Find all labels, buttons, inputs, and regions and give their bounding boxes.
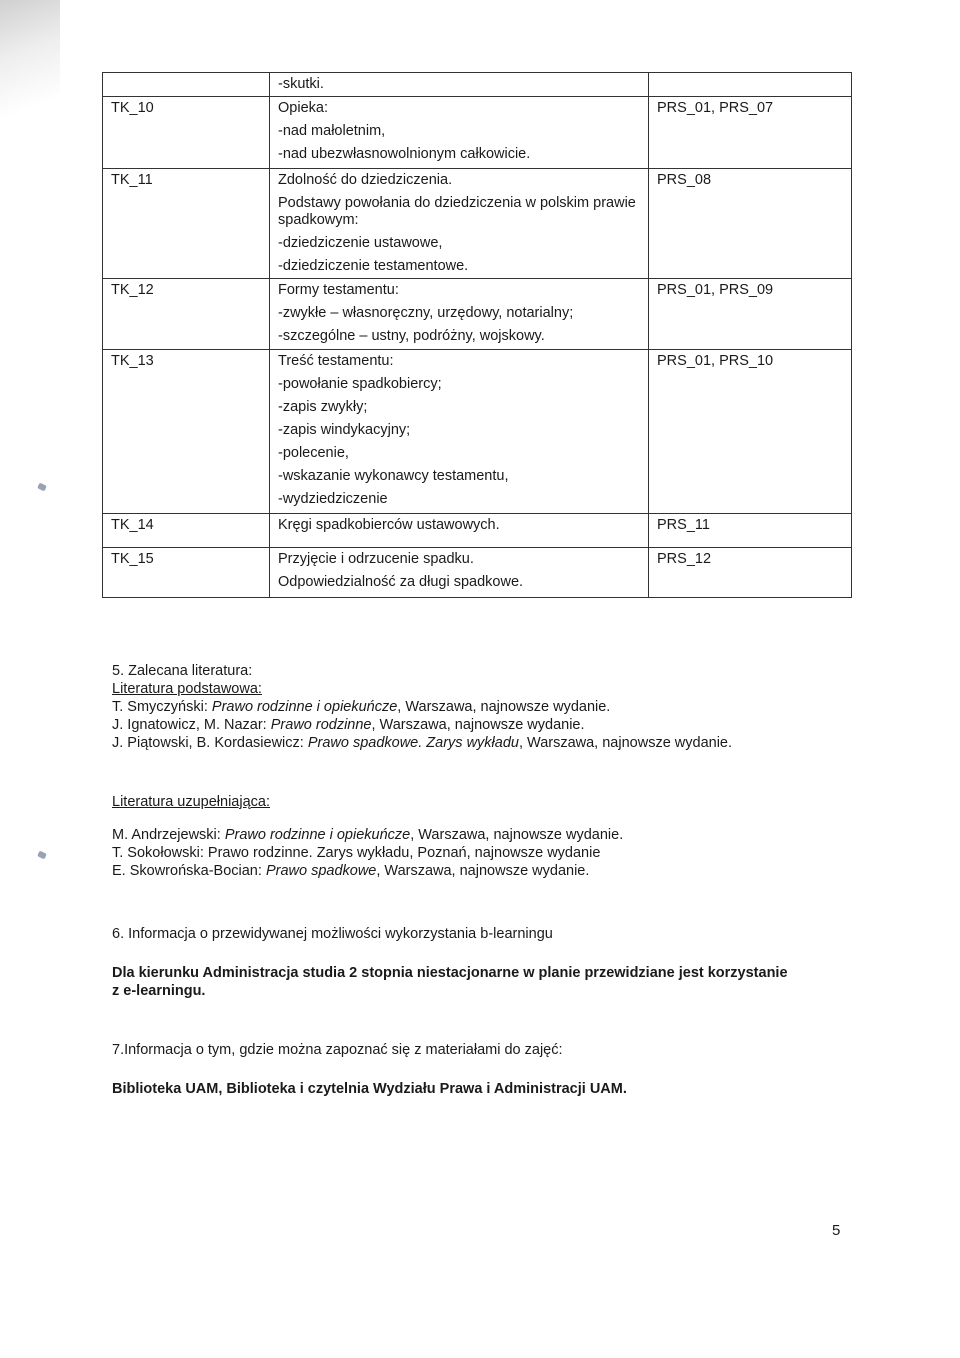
- entry-title: Prawo rodzinne i opiekuńcze: [211, 699, 398, 715]
- content-line: Opieka:: [278, 100, 328, 116]
- code-text: TK_15: [111, 551, 154, 567]
- table-row: [103, 350, 852, 514]
- content-line: -zapis zwykły;: [278, 399, 368, 415]
- code-text: TK_14: [111, 517, 154, 533]
- outcome-code: [103, 169, 270, 279]
- materials-text: Biblioteka UAM, Biblioteka i czytelnia Wydziału Prawa i Administracji UAM.: [112, 1081, 627, 1097]
- entry-rest: , Warszawa, najnowsze wydanie.: [397, 699, 611, 715]
- refs-text: PRS_12: [657, 551, 712, 567]
- outcome-code: [103, 514, 270, 548]
- code-text: TK_10: [111, 100, 154, 116]
- scan-mark: [37, 851, 47, 860]
- entry-author: T. Sokołowski: Prawo rodzinne. Zarys wykładu, Poznań, najnowsze wydanie: [112, 845, 601, 861]
- outcome-refs: [649, 279, 852, 350]
- table-row: [103, 73, 852, 97]
- scan-shadow: [0, 0, 60, 150]
- entry-rest: , Warszawa, najnowsze wydanie.: [376, 863, 590, 879]
- blearning-text: Dla kierunku Administracja studia 2 stopnia niestacjonarne w planie przewidziane jest korzystanie z e-learningu.: [112, 965, 788, 999]
- outcome-refs: [649, 169, 852, 279]
- outcome-code: [103, 548, 270, 598]
- entry-title: Prawo spadkowe. Zarys wykładu: [307, 735, 519, 751]
- table-row: [103, 548, 852, 598]
- content-line: -powołanie spadkobiercy;: [278, 376, 442, 392]
- outcome-code: [103, 97, 270, 169]
- entry-author: T. Smyczyński:: [112, 699, 212, 715]
- content-line: -wydziedziczenie: [278, 491, 388, 507]
- table-row: [103, 169, 852, 279]
- content-line: Podstawy powołania do dziedziczenia w polskim prawie spadkowym:: [278, 195, 636, 228]
- learning-outcomes-table: [102, 72, 852, 598]
- literature-entry: [112, 698, 732, 716]
- entry-title: Prawo spadkowe: [265, 863, 377, 879]
- literature-entry: [112, 862, 623, 880]
- entry-author: J. Ignatowicz, M. Nazar:: [112, 717, 271, 733]
- refs-text: PRS_01, PRS_07: [657, 100, 774, 116]
- outcome-refs: [649, 548, 852, 598]
- content-line: -polecenie,: [278, 445, 349, 461]
- content-line: Przyjęcie i odrzucenie spadku.: [278, 551, 474, 567]
- entry-author: J. Piątowski, B. Kordasiewicz:: [112, 735, 308, 751]
- table-row: [103, 279, 852, 350]
- content-line: -skutki.: [278, 76, 324, 92]
- code-text: TK_12: [111, 282, 154, 298]
- literature-section: [112, 662, 732, 752]
- materials-heading: 7.Informacja o tym, gdzie można zapoznać się z materiałami do zajęć:: [112, 1042, 563, 1058]
- refs-text: PRS_08: [657, 172, 712, 188]
- outcome-code: [103, 73, 270, 97]
- outcome-code: [103, 350, 270, 514]
- outcome-content: [270, 548, 649, 598]
- outcome-content: [270, 73, 649, 97]
- content-line: -nad ubezwłasnowolnionym całkowicie.: [278, 146, 531, 162]
- content-line: Treść testamentu:: [278, 353, 394, 369]
- content-line: -dziedziczenie ustawowe,: [278, 235, 443, 251]
- entry-title: Prawo rodzinne i opiekuńcze: [224, 827, 411, 843]
- supplementary-literature-label: Literatura uzupełniająca:: [112, 794, 270, 810]
- content-line: -zapis windykacyjny;: [278, 422, 411, 438]
- blearning-heading: 6. Informacja o przewidywanej możliwości wykorzystania b-learningu: [112, 926, 553, 942]
- outcome-content: [270, 97, 649, 169]
- outcome-content: [270, 350, 649, 514]
- outcome-content: [270, 169, 649, 279]
- entry-rest: , Warszawa, najnowsze wydanie.: [518, 735, 733, 751]
- outcome-refs: [649, 97, 852, 169]
- outcome-refs: [649, 350, 852, 514]
- code-text: TK_13: [111, 353, 154, 369]
- entry-author: E. Skowrońska-Bocian:: [112, 863, 266, 879]
- content-line: Formy testamentu:: [278, 282, 399, 298]
- code-text: TK_11: [111, 172, 153, 188]
- literature-entry: [112, 826, 623, 844]
- scan-mark: [37, 483, 47, 492]
- supplementary-literature-section: [112, 793, 623, 880]
- outcome-code: [103, 279, 270, 350]
- content-line: -zwykłe – własnoręczny, urzędowy, notarialny;: [278, 305, 574, 321]
- outcome-refs: [649, 73, 852, 97]
- literature-entry: [112, 844, 623, 862]
- content-line: -szczególne – ustny, podróżny, wojskowy.: [278, 328, 545, 344]
- content-line: -wskazanie wykonawcy testamentu,: [278, 468, 509, 484]
- literature-entry: [112, 716, 732, 734]
- refs-text: PRS_01, PRS_10: [657, 353, 774, 369]
- content-line: Kręgi spadkobierców ustawowych.: [278, 517, 500, 533]
- page-number: 5: [832, 1222, 841, 1239]
- entry-rest: , Warszawa, najnowsze wydanie.: [371, 717, 585, 733]
- refs-text: PRS_01, PRS_09: [657, 282, 774, 298]
- outcome-content: [270, 514, 649, 548]
- content-line: Odpowiedzialność za długi spadkowe.: [278, 574, 524, 590]
- outcome-refs: [649, 514, 852, 548]
- literature-heading: 5. Zalecana literatura:: [112, 663, 253, 679]
- entry-title: Prawo rodzinne: [270, 717, 372, 733]
- entry-author: M. Andrzejewski:: [112, 827, 225, 843]
- table-row: [103, 514, 852, 548]
- refs-text: PRS_11: [657, 517, 710, 533]
- outcome-content: [270, 279, 649, 350]
- content-line: -dziedziczenie testamentowe.: [278, 258, 469, 274]
- basic-literature-label: Literatura podstawowa:: [112, 681, 262, 697]
- content-line: Zdolność do dziedziczenia.: [278, 172, 453, 188]
- content-line: -nad małoletnim,: [278, 123, 386, 139]
- literature-entry: [112, 734, 732, 752]
- table-row: [103, 97, 852, 169]
- entry-rest: , Warszawa, najnowsze wydanie.: [410, 827, 624, 843]
